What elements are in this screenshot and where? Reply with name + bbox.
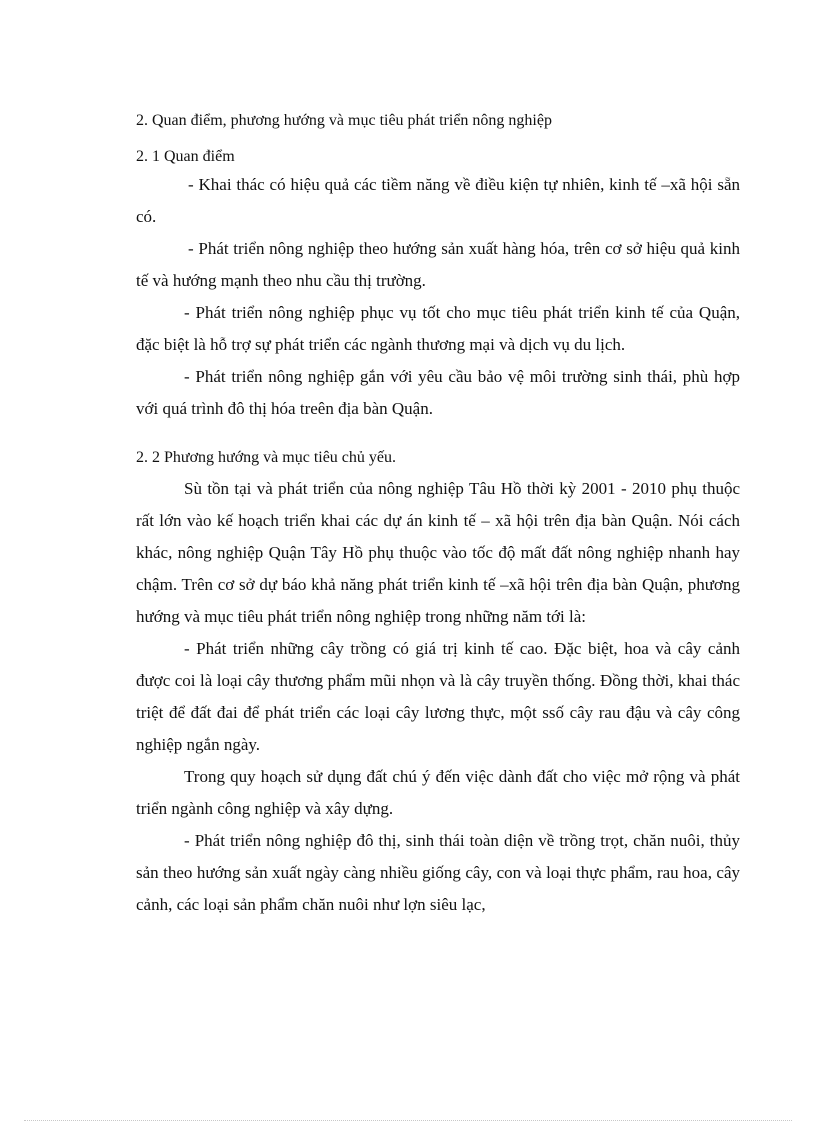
paragraph-phuong-huong-1: Sù tồn tại và phát triển của nông nghiệp Tâu Hồ thời kỳ 2001 - 2010 phụ thuộc rất lớn vào kế hoạch triển khai các dự án kinh tế – xã hội trên địa bàn Quận. Nói cách khác, nông nghiệp Quận Tây Hồ phụ thuộc vào tốc độ mất đất nông nghiệp nhanh hay chậm. Trên cơ sở dự báo khả năng phát triển kinh tế –xã hội trên địa bàn Quận, phương hướng và mục tiêu phát triển nông nghiệp trong những năm tới là: bbox=[136, 479, 740, 626]
paragraph-quan-diem-4: - Phát triển nông nghiệp gắn với yêu cầu bảo vệ môi trường sinh thái, phù hợp với quá trình đô thị hóa treên địa bàn Quận. bbox=[136, 367, 740, 418]
page-bottom-divider bbox=[24, 1120, 792, 1121]
document-body bbox=[136, 106, 740, 921]
paragraph-quan-diem-3: - Phát triển nông nghiệp phục vụ tốt cho mục tiêu phát triển kinh tế của Quận, đặc biệt là hỗ trợ sự phát triển các ngành thương mại và dịch vụ du lịch. bbox=[136, 303, 740, 354]
section-title-2: 2. Quan điểm, phương hướng và mục tiêu phát triển nông nghiệp bbox=[136, 112, 552, 129]
paragraph-phuong-huong-4: - Phát triển nông nghiệp đô thị, sinh thái toàn diện về trồng trọt, chăn nuôi, thủy sản theo hướng sản xuất ngày càng nhiều giống cây, con và loại thực phẩm, rau hoa, cây cảnh, các loại sản phẩm chăn nuôi như lợn siêu lạc, bbox=[136, 831, 740, 914]
paragraph-phuong-huong-2: - Phát triển những cây trồng có giá trị kinh tế cao. Đặc biệt, hoa và cây cảnh được coi là loại cây thương phẩm mũi nhọn và là cây truyền thống. Đồng thời, khai thác triệt để đất đai để phát triển các loại cây lương thực, một ssố cây rau đậu và cây công nghiệp ngắn ngày. bbox=[136, 639, 740, 754]
paragraph-phuong-huong-3: Trong quy hoạch sử dụng đất chú ý đến việc dành đất cho việc mở rộng và phát triển ngành công nghiệp và xây dựng. bbox=[136, 767, 740, 818]
section-title-2-1: 2. 1 Quan điểm bbox=[136, 148, 235, 165]
paragraph-quan-diem-2: - Phát triển nông nghiệp theo hướng sản xuất hàng hóa, trên cơ sở hiệu quả kinh tế và hướng mạnh theo nhu cầu thị trường. bbox=[136, 239, 740, 290]
section-title-2-2: 2. 2 Phương hướng và mục tiêu chủ yếu. bbox=[136, 449, 397, 466]
paragraph-quan-diem-1: - Khai thác có hiệu quả các tiềm năng về điều kiện tự nhiên, kinh tế –xã hội sẵn có. bbox=[136, 175, 740, 226]
